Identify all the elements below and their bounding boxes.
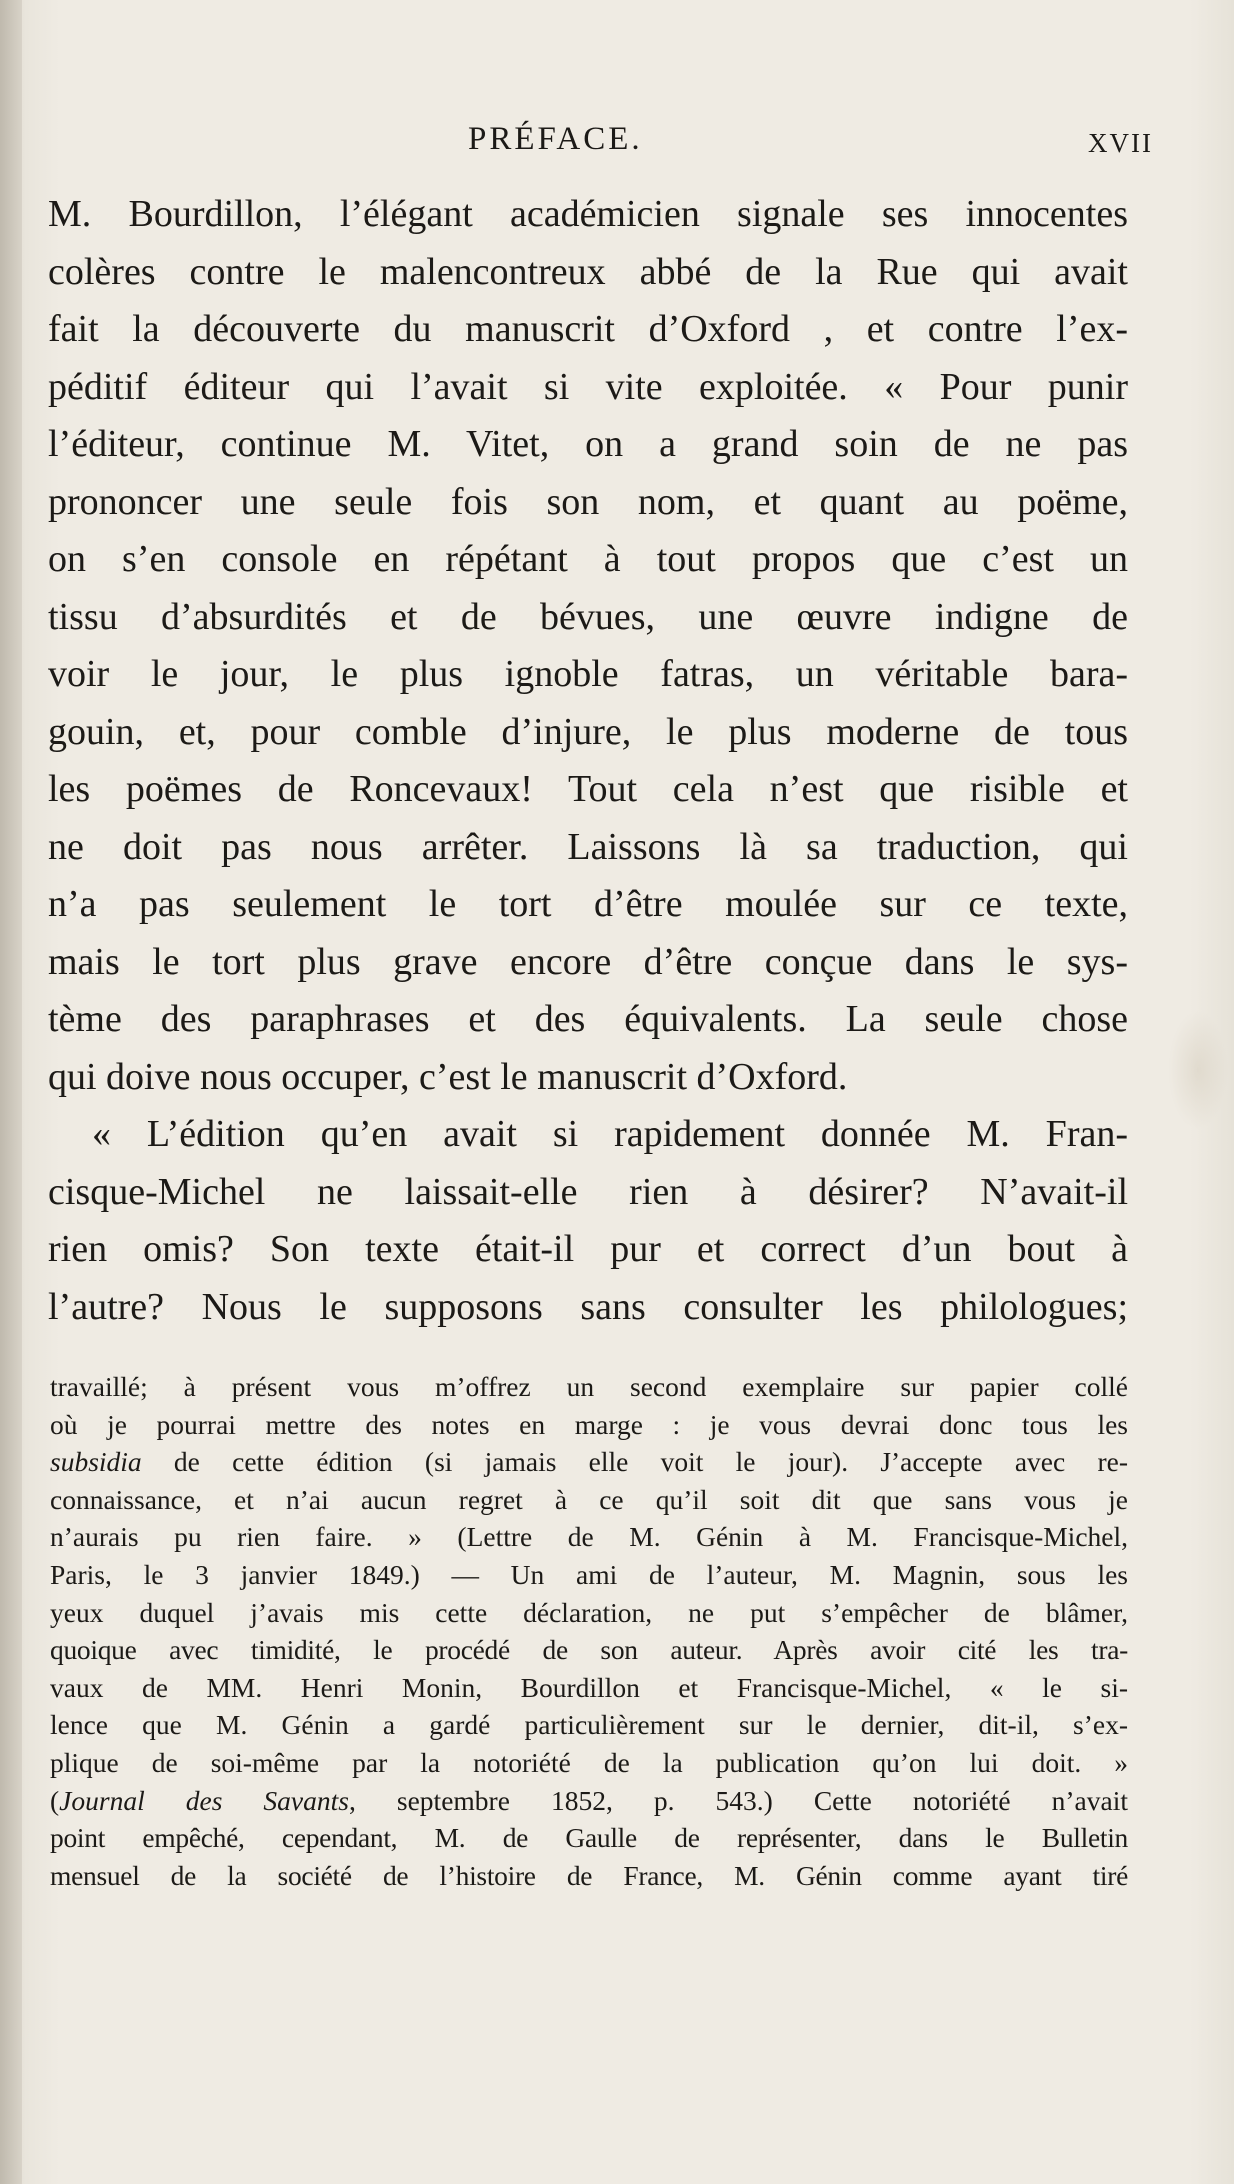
journal-title: Journal des Savants [59, 1784, 349, 1816]
footnote-line: vaux de MM. Henri Monin, Bourdillon et Francisque-Michel, « le si- [50, 1671, 1128, 1703]
footnote-line: lence que M. Génin a gardé particulièrement sur le dernier, dit-il, s’ex- [50, 1709, 1128, 1741]
footnote-line: point empêché, cependant, M. de Gaulle de représenter, dans le Bulletin [50, 1822, 1128, 1854]
text-line: voir le jour, le plus ignoble fatras, un véritable bara- [48, 653, 1128, 695]
text-line: l’autre? Nous le supposons sans consulter les philologues; [48, 1285, 1128, 1328]
text-line: fait la découverte du manuscrit d’Oxford , et contre l’ex- [48, 308, 1128, 350]
footnote-line: quoique avec timidité, le procédé de son auteur. Après avoir cité les tra- [50, 1634, 1128, 1666]
footnote-line [50, 1782, 1128, 1820]
text-line: rien omis? Son texte était-il pur et correct d’un bout à [48, 1228, 1128, 1270]
footnote-line: travaillé; à présent vous m’offrez un second exemplaire sur papier collé [50, 1371, 1128, 1402]
text-line: qui doive nous occuper, c’est le manuscrit d’Oxford. [48, 1055, 848, 1098]
running-head [0, 114, 1234, 164]
text-line: « L’édition qu’en avait si rapidement donnée M. Fran- [92, 1113, 1128, 1155]
footnote-line: yeux duquel j’avais mis cette déclaration, ne put s’empêcher de blâmer, [50, 1596, 1128, 1628]
text-line: les poëmes de Roncevaux! Tout cela n’est que risible et [48, 768, 1128, 810]
text-line: on s’en console en répétant à tout propos que c’est un [48, 538, 1128, 580]
footnote-line: où je pourrai mettre des notes en marge : je vous devrai donc tous les [50, 1408, 1128, 1440]
footnote-block [50, 1368, 1128, 1894]
footnote-line: plique de soi-même par la notoriété de la publication qu’on lui doit. » [50, 1746, 1128, 1778]
footnote-line: connaissance, et n’ai aucun regret à ce qu’il soit dit que sans vous je [50, 1483, 1128, 1515]
footnote-text: de cette édition (si jamais elle voit le jour). J’accepte avec re- [141, 1446, 1128, 1478]
latin-term: subsidia [50, 1446, 142, 1478]
footnote-line: n’aurais pu rien faire. » (Lettre de M. Génin à M. Francisque-Michel, [50, 1521, 1128, 1553]
text-line: mais le tort plus grave encore d’être conçue dans le sys- [48, 940, 1128, 983]
text-line: ne doit pas nous arrêter. Laissons là sa traduction, qui [48, 825, 1128, 868]
paper-stain [1168, 1010, 1228, 1130]
footnote-line [50, 1443, 1128, 1481]
text-line: péditif éditeur qui l’avait si vite exploitée. « Pour punir [48, 365, 1128, 408]
page-number: XVII [1088, 128, 1153, 158]
footnote-text: , septembre 1852, p. 543.) Cette notoriété n’avait [349, 1784, 1128, 1816]
footnote-line: mensuel de la société de l’histoire de France, M. Génin comme ayant tiré [50, 1859, 1128, 1891]
footnote-line: Paris, le 3 janvier 1849.) — Un ami de l’auteur, M. Magnin, sous les [50, 1558, 1128, 1590]
running-title: PRÉFACE. [468, 121, 643, 157]
text-line: n’a pas seulement le tort d’être moulée sur ce texte, [48, 883, 1128, 925]
page-gutter-shadow [0, 0, 22, 2184]
text-line: M. Bourdillon, l’élégant académicien signale ses innocentes [48, 193, 1128, 235]
text-line: tème des paraphrases et des équivalents. La seule chose [48, 998, 1128, 1040]
text-line: l’éditeur, continue M. Vitet, on a grand soin de ne pas [48, 423, 1128, 465]
text-line: tissu d’absurdités et de bévues, une œuvre indigne de [48, 595, 1128, 638]
text-line: cisque-Michel ne laissait-elle rien à désirer? N’avait-il [48, 1170, 1128, 1213]
footnote-text: ( [50, 1784, 60, 1816]
text-line: gouin, et, pour comble d’injure, le plus moderne de tous [48, 710, 1128, 753]
text-line: prononcer une seule fois son nom, et quant au poëme, [48, 480, 1128, 523]
main-text [48, 186, 1128, 1336]
text-line: colères contre le malencontreux abbé de la Rue qui avait [48, 250, 1128, 293]
